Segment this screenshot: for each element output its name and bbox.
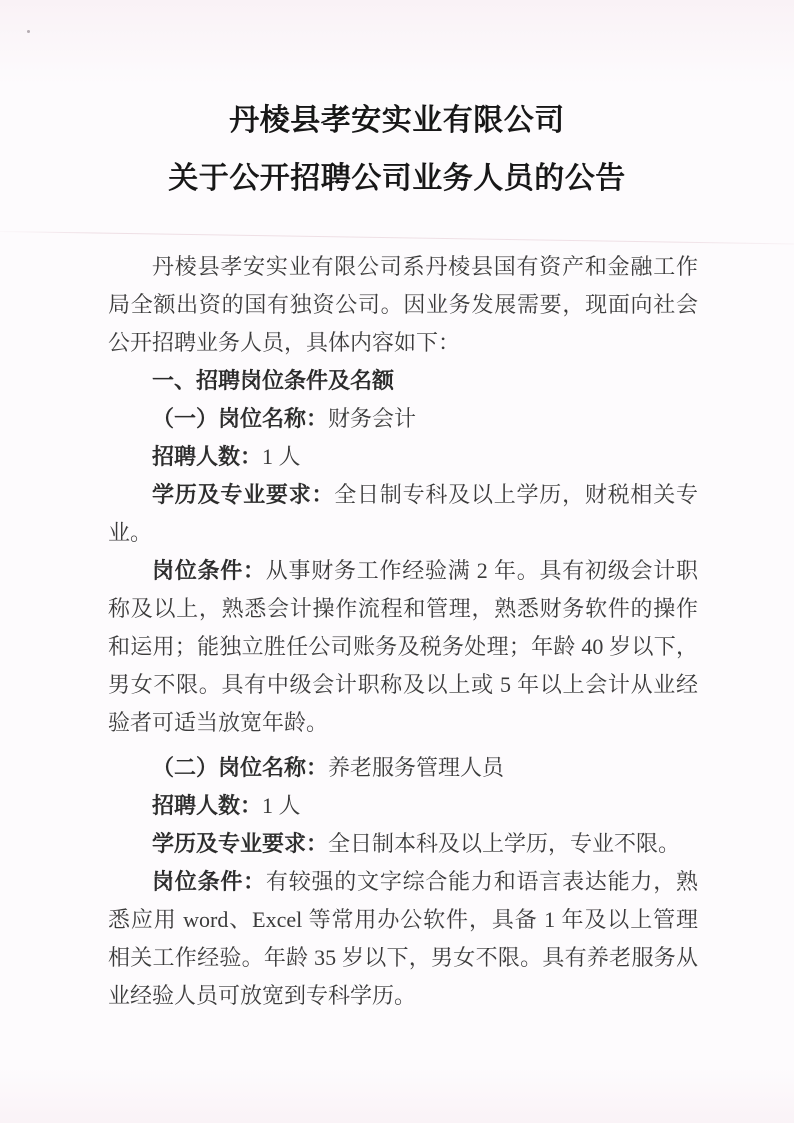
position-1-count-value: 1 人	[262, 444, 301, 469]
position-1-count-label: 招聘人数：	[152, 444, 263, 469]
position-1-count-row	[108, 438, 698, 476]
scan-speck	[27, 30, 30, 33]
document-title-line-2: 关于公开招聘公司业务人员的公告	[168, 162, 626, 195]
position-1-conditions-label: 岗位条件：	[152, 558, 266, 583]
document-body	[108, 248, 698, 1015]
position-2-education-value: 全日制本科及以上学历，专业不限。	[328, 831, 681, 856]
scan-crease-line	[0, 231, 794, 244]
position-2-name-value: 养老服务管理人员	[328, 755, 505, 780]
section-1-heading: 一、招聘岗位条件及名额	[152, 368, 395, 393]
position-2-count-row	[108, 787, 698, 825]
position-1-education-value: 全日制专科及以上学历，财税相关专业。	[108, 482, 698, 545]
position-2-name-label: （二）岗位名称：	[152, 755, 329, 780]
position-1-conditions-row	[108, 552, 698, 742]
position-2-name-row	[108, 749, 698, 787]
position-1-name-value: 财务会计	[328, 406, 417, 431]
position-1-education-row	[108, 476, 698, 552]
position-1-name-label: （一）岗位名称：	[152, 406, 329, 431]
position-2-count-value: 1 人	[262, 793, 301, 818]
position-2-conditions-label: 岗位条件：	[152, 869, 266, 894]
position-2-conditions-value: 有较强的文字综合能力和语言表达能力，熟悉应用 word、Excel 等常用办公软件，具备 1 年及以上管理相关工作经验。年龄 35 岁以下，男女不限。具有养老服务从业经验人员可放宽到专科学历。	[108, 869, 698, 1008]
intro-paragraph: 丹棱县孝安实业有限公司系丹棱县国有资产和金融工作局全额出资的国有独资公司。因业务发展需要，现面向社会公开招聘业务人员，具体内容如下：	[108, 254, 698, 355]
position-2-education-row	[108, 825, 698, 863]
document-title-line-1: 丹棱县孝安实业有限公司	[229, 104, 565, 137]
position-2-count-label: 招聘人数：	[152, 793, 263, 818]
position-1-name-row	[108, 400, 698, 438]
position-2-education-label: 学历及专业要求：	[152, 831, 329, 856]
position-1-conditions-value: 从事财务工作经验满 2 年。具有初级会计职称及以上，熟悉会计操作流程和管理，熟悉财务软件的操作和运用；能独立胜任公司账务及税务处理；年龄 40 岁以下，男女不限。具有中级会计职称及以上或 5 年以上会计从业经验者可适当放宽年龄。	[108, 558, 698, 735]
position-1-education-label: 学历及专业要求：	[152, 482, 335, 507]
position-2-conditions-row	[108, 863, 698, 1015]
document-title	[0, 0, 794, 208]
